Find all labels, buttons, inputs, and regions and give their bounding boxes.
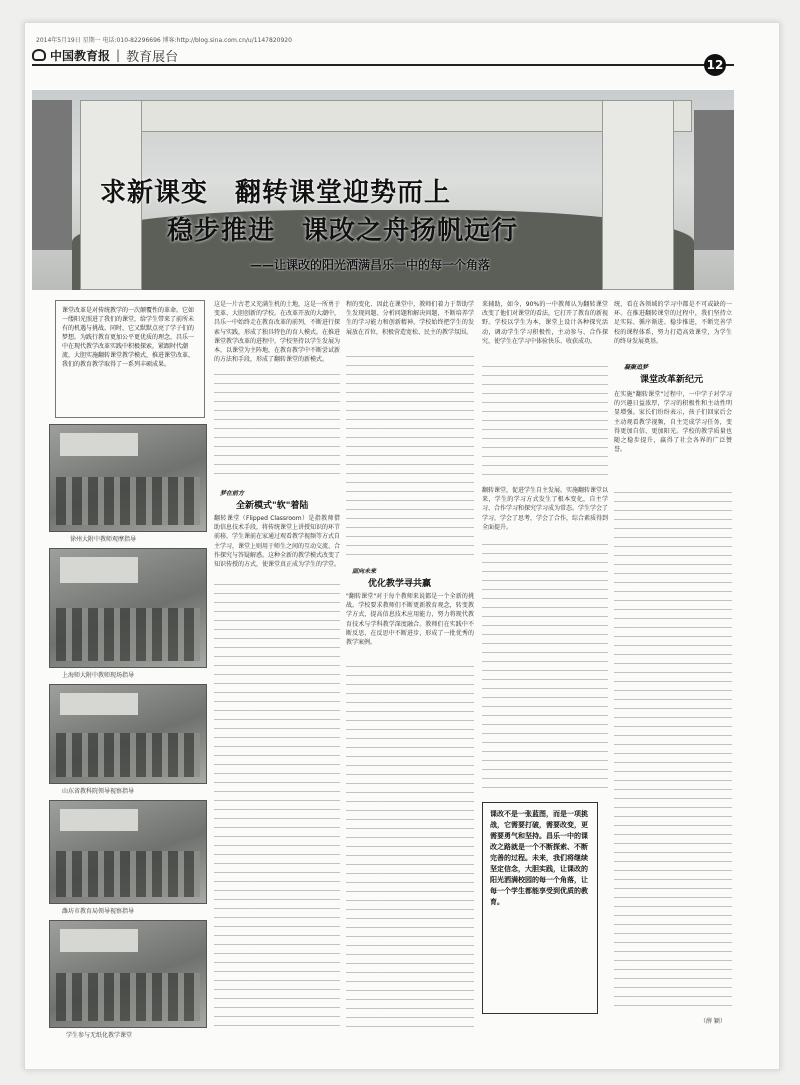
section-1-kicker: 梦在前方 [220,490,245,497]
logo-icon [32,49,46,61]
section-2-title: 优化教学寻共赢 [368,579,432,589]
section-name: 教育展台 [126,49,179,65]
building-left-image [32,100,72,250]
column-3-top [346,300,474,562]
intro-text-box: 课堂改革是对传统教学的一次颠覆性的革命。它如一缕阳光照进了我们的课堂，给学生带来了前所未有的机遇与挑战。同时，它又默默点亮了学子们的梦想。为践行教育更加公平更优质的理念，昌乐一中在现代教学改革实践中积极探索，紧跟时代潮流，大胆实施翻转课堂教学模式，推进课堂改革，我们的教育教学取得了一系列丰硕成果。 [55,300,205,418]
headline-subtitle: ——让课改的阳光洒满昌乐一中的每一个角落 [250,258,491,272]
column-3-body-text: "翻转课堂"对于每个教师来说都是一个全新的挑战。学校要求教师们不断更新教育观念，转变教学方式，提高信息技术应用能力，努力将现代教育技术与学科教学深度融合。教师们在实践中不断反思，在反思中不断进步，形成了一批优秀的教学案例。 [346,593,474,647]
column-5-body [614,390,732,1010]
column-2-top [214,300,340,482]
header-meta-line: 2014年5月19日 星期一 电话:010-82296696 博客:http://blog.sina.com.cn/u/1147820920 [36,37,292,44]
column-4-body-text: 翻转课堂，促进学生自主发展。实施翻转课堂以来，学生的学习方式发生了根本变化，自主学习、合作学习和探究学习成为常态。学生学会了学习，学会了思考，学会了合作，综合素质得到全面提升。 [482,487,608,531]
column-5-top [614,300,732,358]
column-4-top [482,300,608,480]
byline: （薛 颖） [700,1018,726,1025]
column-2-body [214,514,340,1029]
section-3-kicker: 凝聚追梦 [624,364,649,371]
masthead [32,46,734,66]
photo-caption-4: 潍坊市教育局领导视察指导 [62,908,135,915]
column-5-body-text: 在实施"翻转课堂"过程中，一中学子对学习的兴趣日益浓厚，学习的积极性和主动性明显增强。家长们纷纷表示，孩子们回家后会主动观看教学视频，自主完成学习任务，变得更加自信、更加阳光。学校的教学质量也随之稳步提升，赢得了社会各界的广泛赞誉。 [614,391,732,454]
page-number: 12 [704,54,726,76]
column-4-body [482,486,608,794]
building-right-image [694,110,734,250]
pull-quote-text: 课改不是一张蓝图，而是一项挑战，它需要打破，需要改变，更需要勇气和坚持。昌乐一中的课改之路就是一个不断探索、不断完善的过程。未来，我们将继续坚定信念，大胆实践，让课改的阳光洒满校园的每一个角落，让每一个学生都能享受到优质的教育。 [490,810,588,906]
section-2-kicker: 面向未来 [352,568,377,575]
photo-1 [49,424,207,532]
headline-line-2: 稳步推进 课改之舟扬帆远行 [167,216,519,246]
pull-quote-box [482,802,598,1014]
photo-2 [49,548,207,668]
column-3-body [346,592,474,1029]
column-3-top-text: 程的变化、因此在课堂中，教师们着力于帮助学生发现问题、分析问题和解决问题，不断培养学生的学习能力和创新精神。学校始终把学生的发展放在首位，积极营造宽松、民主的教学氛围。 [346,301,474,336]
masthead-divider: | [116,48,121,62]
newspaper-logo [32,47,110,64]
photo-caption-3: 山东省教科院领导视察指导 [62,788,135,795]
photo-3 [49,684,207,784]
photo-caption-1: 徐州大附中教师观摩指导 [70,536,137,543]
gate-pillar-right [602,100,674,290]
photo-caption-5: 学生参与无纸化教学课堂 [66,1032,133,1039]
column-5-top-text: 统、看在各领域的学习中都是不可或缺的一环。在推进翻转课堂的过程中，我们坚持立足实际、循序渐进、稳步推进，不断完善学校的课程体系，努力打造高效课堂，为学生的终身发展奠基。 [614,301,732,345]
photo-caption-2: 上海师大附中教师现场指导 [62,672,135,679]
column-2-body-text: 翻转课堂（Flipped Classroom）是指教师借助信息技术手段，将传统课堂上讲授知识的环节前移，学生课前在家通过观看教学视频等方式自主学习，课堂上则用于师生之间的互动交流、合作探究与答疑解惑。这种全新的教学模式改变了知识传授的方式，使课堂真正成为学生的学堂。 [214,515,340,569]
headline-line-1: 求新课变 翻转课堂迎势而上 [100,178,452,208]
column-2-top-text: 这是一片古老又充满生机的土地，这是一所勇于变革、大胆创新的学校。在改革开放的大潮中，昌乐一中始终走在教育改革的前列，不断进行探索与实践，形成了独具特色的育人模式。在推进课堂教学改革的进程中，学校坚持以学生发展为本，以课堂为主阵地，在教育教学中不断尝试新的方法和手段，形成了翻转课堂的新模式。 [214,301,340,364]
logo-text: 中国教育报 [50,48,111,63]
section-1-title: 全新模式"软"着陆 [236,501,309,511]
section-3-title: 课堂改革新纪元 [640,375,704,385]
photo-5 [49,920,207,1028]
column-4-top-text: 来辅助，如今，90%的一中教师认为翻转课堂改变了他们对课堂的看法，它打开了教育的新视野。学校以学生为本，课堂上设计各种探究活动，调动学生学习积极性，主动参与、合作探究，使学生在学习中体验快乐、收获成功。 [482,301,608,345]
hero-banner [32,90,734,290]
photo-4 [49,800,207,904]
